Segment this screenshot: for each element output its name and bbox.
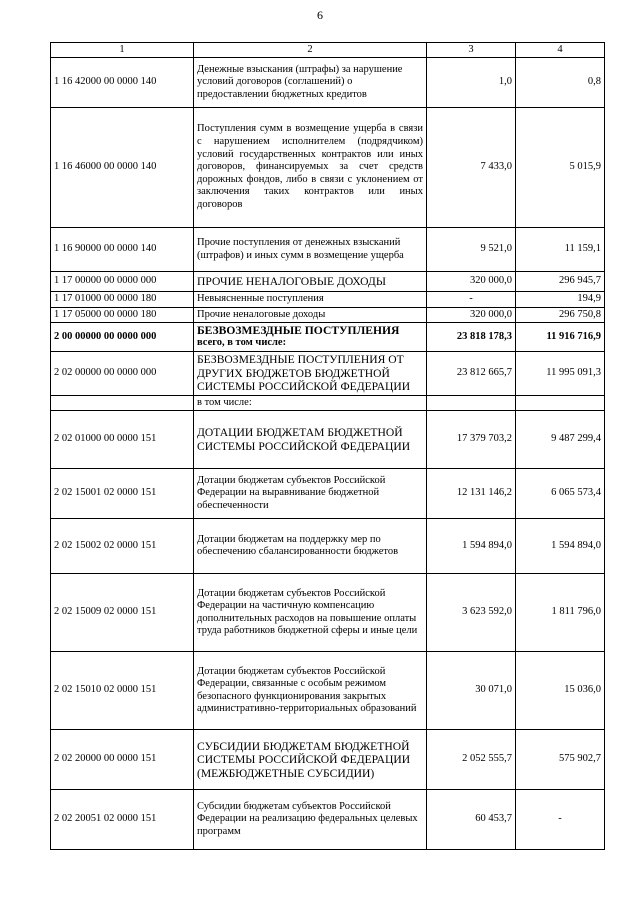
row-code: 1 17 05000 00 0000 180 xyxy=(51,307,194,323)
table-row xyxy=(51,730,605,790)
row-value-col3: 23 812 665,7 xyxy=(427,352,516,396)
row-code: 2 02 20000 00 0000 151 xyxy=(51,730,194,790)
row-name: Дотации бюджетам субъектов Российской Федерации на выравнивание бюджетной обеспеченности xyxy=(194,469,427,519)
row-name: ПРОЧИЕ НЕНАЛОГОВЫЕ ДОХОДЫ xyxy=(194,272,427,292)
row-value-col4: 296 945,7 xyxy=(516,272,605,292)
row-code: 1 16 90000 00 0000 140 xyxy=(51,228,194,272)
table-row xyxy=(51,108,605,228)
row-value-col3: 320 000,0 xyxy=(427,307,516,323)
row-name: БЕЗВОЗМЕЗДНЫЕ ПОСТУПЛЕНИЯ ОТ ДРУГИХ БЮДЖЕТОВ БЮДЖЕТНОЙ СИСТЕМЫ РОССИЙСКОЙ ФЕДЕРАЦИИ xyxy=(194,352,427,396)
row-code: 2 02 01000 00 0000 151 xyxy=(51,411,194,469)
row-name: в том числе: xyxy=(194,395,427,411)
row-value-col3: - xyxy=(427,292,516,308)
row-value-col3: 2 052 555,7 xyxy=(427,730,516,790)
row-value-col4: 1 594 894,0 xyxy=(516,519,605,574)
table-row xyxy=(51,307,605,323)
row-name-line2: всего, в том числе: xyxy=(197,337,287,349)
header-col-3: 3 xyxy=(427,43,516,58)
row-name: ДОТАЦИИ БЮДЖЕТАМ БЮДЖЕТНОЙ СИСТЕМЫ РОССИЙСКОЙ ФЕДЕРАЦИИ xyxy=(194,411,427,469)
row-name: Дотации бюджетам на поддержку мер по обеспечению сбалансированности бюджетов xyxy=(194,519,427,574)
row-value-col4 xyxy=(516,395,605,411)
row-value-col3: 60 453,7 xyxy=(427,790,516,850)
row-value-col4: 296 750,8 xyxy=(516,307,605,323)
table-row xyxy=(51,58,605,108)
row-code: 2 02 15010 02 0000 151 xyxy=(51,652,194,730)
row-code xyxy=(51,395,194,411)
row-value-col3: 12 131 146,2 xyxy=(427,469,516,519)
row-name: Прочие поступления от денежных взысканий (штрафов) и иных сумм в возмещение ущерба xyxy=(194,228,427,272)
revenue-table xyxy=(50,42,605,850)
row-code: 2 02 00000 00 0000 000 xyxy=(51,352,194,396)
row-code: 2 02 15002 02 0000 151 xyxy=(51,519,194,574)
table-row xyxy=(51,469,605,519)
row-value-col4: 6 065 573,4 xyxy=(516,469,605,519)
header-col-4: 4 xyxy=(516,43,605,58)
row-value-col4: 0,8 xyxy=(516,58,605,108)
row-value-col4: 575 902,7 xyxy=(516,730,605,790)
row-value-col3: 320 000,0 xyxy=(427,272,516,292)
table-row xyxy=(51,519,605,574)
row-name: Дотации бюджетам субъектов Российской Федерации, связанные с особым режимом безопасного функционирования закрытых административно-территориальных образований xyxy=(194,652,427,730)
table-row xyxy=(51,292,605,308)
row-value-col4: 11 916 716,9 xyxy=(516,323,605,352)
header-col-2: 2 xyxy=(194,43,427,58)
row-code: 2 02 15009 02 0000 151 xyxy=(51,574,194,652)
table-header-row xyxy=(51,43,605,58)
row-name xyxy=(194,323,427,352)
row-value-col4: 11 159,1 xyxy=(516,228,605,272)
row-code: 2 02 15001 02 0000 151 xyxy=(51,469,194,519)
table-row xyxy=(51,272,605,292)
row-value-col4: 15 036,0 xyxy=(516,652,605,730)
table-row xyxy=(51,323,605,352)
row-code: 1 17 00000 00 0000 000 xyxy=(51,272,194,292)
table-row xyxy=(51,411,605,469)
row-value-col3 xyxy=(427,395,516,411)
row-name-line1: БЕЗВОЗМЕЗДНЫЕ ПОСТУПЛЕНИЯ xyxy=(197,323,400,337)
row-name: Невыясненные поступления xyxy=(194,292,427,308)
row-name: Денежные взыскания (штрафы) за нарушение условий договоров (соглашений) о предоставлении бюджетных кредитов xyxy=(194,58,427,108)
table-row xyxy=(51,395,605,411)
row-value-col4: 11 995 091,3 xyxy=(516,352,605,396)
row-value-col4: 194,9 xyxy=(516,292,605,308)
row-name: СУБСИДИИ БЮДЖЕТАМ БЮДЖЕТНОЙ СИСТЕМЫ РОССИЙСКОЙ ФЕДЕРАЦИИ (МЕЖБЮДЖЕТНЫЕ СУБСИДИИ) xyxy=(194,730,427,790)
row-value-col3: 9 521,0 xyxy=(427,228,516,272)
row-code: 1 16 46000 00 0000 140 xyxy=(51,108,194,228)
row-name: Прочие неналоговые доходы xyxy=(194,307,427,323)
row-value-col4: 9 487 299,4 xyxy=(516,411,605,469)
row-code: 1 17 01000 00 0000 180 xyxy=(51,292,194,308)
row-value-col3: 1 594 894,0 xyxy=(427,519,516,574)
row-value-col4: 5 015,9 xyxy=(516,108,605,228)
row-value-col4: - xyxy=(516,790,605,850)
page-number: 6 xyxy=(317,8,323,22)
row-value-col3: 7 433,0 xyxy=(427,108,516,228)
table-row xyxy=(51,574,605,652)
row-value-col3: 23 818 178,3 xyxy=(427,323,516,352)
row-name: Поступления сумм в возмещение ущерба в связи с нарушением исполнителем (подрядчиком) условий государственных контрактов или иных договоров, финансируемых за счет средств дорожных фондов, либо в связи с уклонением от заключения таких контрактов или иных договоров xyxy=(194,108,427,228)
table-row xyxy=(51,790,605,850)
table-row xyxy=(51,228,605,272)
table-row xyxy=(51,652,605,730)
row-code: 1 16 42000 00 0000 140 xyxy=(51,58,194,108)
row-value-col4: 1 811 796,0 xyxy=(516,574,605,652)
row-value-col3: 3 623 592,0 xyxy=(427,574,516,652)
row-value-col3: 1,0 xyxy=(427,58,516,108)
row-code: 2 02 20051 02 0000 151 xyxy=(51,790,194,850)
row-value-col3: 30 071,0 xyxy=(427,652,516,730)
table-row xyxy=(51,352,605,396)
header-col-1: 1 xyxy=(51,43,194,58)
row-value-col3: 17 379 703,2 xyxy=(427,411,516,469)
row-name: Дотации бюджетам субъектов Российской Федерации на частичную компенсацию дополнительных расходов на повышение оплаты труда работников бюджетной сферы и иные цели xyxy=(194,574,427,652)
row-code: 2 00 00000 00 0000 000 xyxy=(51,323,194,352)
row-name: Субсидии бюджетам субъектов Российской Федерации на реализацию федеральных целевых программ xyxy=(194,790,427,850)
